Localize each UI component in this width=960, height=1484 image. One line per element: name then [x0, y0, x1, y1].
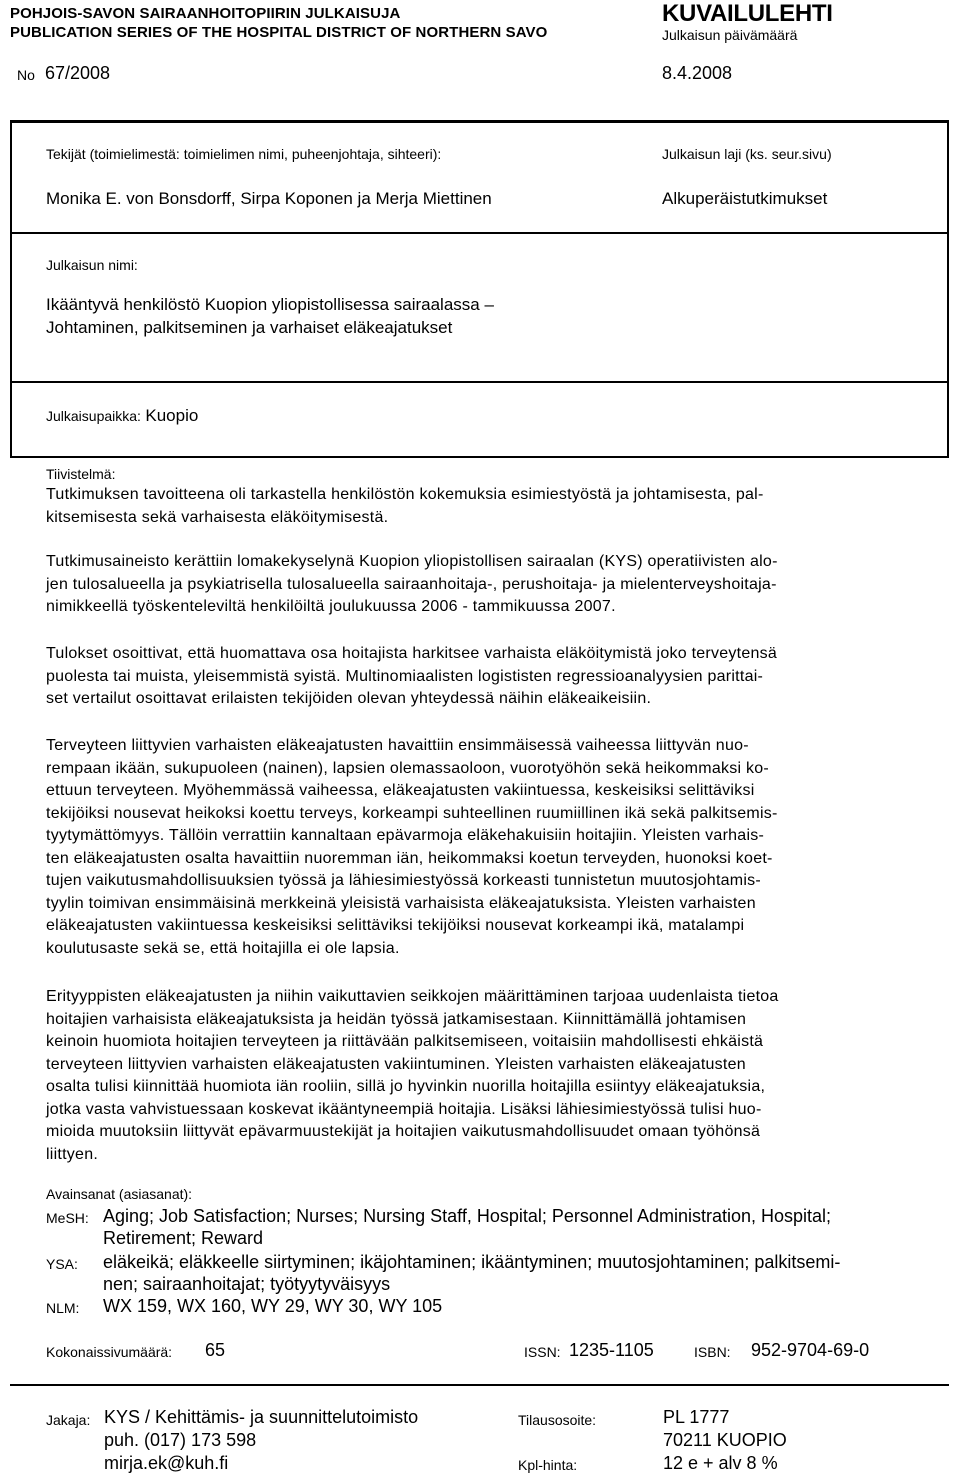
publication-place-label: Julkaisupaikka: — [46, 408, 141, 424]
abstract-paragraph-1 — [46, 484, 924, 529]
abstract-line: koulutusaste sekä se, että hoitajilla ei ole lapsia. — [46, 939, 400, 957]
abstract-paragraph-5 — [46, 986, 924, 1166]
abstract-paragraph-4 — [46, 735, 924, 960]
abstract-line: ettuun terveyteen. Myöhemmässä vaiheessa, eläkeajatusten vakiintuessa, keskeisiksi selittäviksi — [46, 782, 755, 799]
unit-price-value: 12 e + alv 8 % — [663, 1453, 778, 1473]
frame-right-border — [947, 120, 949, 458]
order-address-line-1: PL 1777 — [663, 1407, 730, 1427]
distributor-phone: puh. (017) 173 598 — [104, 1430, 257, 1450]
mesh-terms-line-1: Aging; Job Satisfaction; Nurses; Nursing Staff, Hospital; Personnel Administration, Hospital; — [103, 1206, 832, 1226]
distributor-email[interactable]: mirja.ek@kuh.fi — [104, 1453, 229, 1473]
authors-value: Monika E. von Bonsdorff, Sirpa Koponen ja Merja Miettinen — [46, 189, 492, 208]
abstract-line: kitsemisesta sekä varhaisesta eläköitymisestä. — [46, 508, 389, 526]
abstract-line: liittyen. — [46, 1145, 99, 1163]
authors-section-divider — [10, 232, 949, 234]
unit-price-label: Kpl-hinta: — [518, 1457, 578, 1473]
publication-date: 8.4.2008 — [662, 63, 733, 83]
order-address-label: Tilausosoite: — [518, 1412, 597, 1428]
abstract-line: terveyteen liittyvien varhaisten eläkeajatusten vakiintuminen. Yleisten varhaisten eläkeajatusten — [46, 1055, 746, 1073]
mesh-terms-line-2: Retirement; Reward — [103, 1228, 264, 1248]
series-name-en: PUBLICATION SERIES OF THE HOSPITAL DISTRICT OF NORTHERN SAVO — [10, 24, 548, 41]
abstract-line: eläkeajatusten vakiintuessa keskeisiksi selittäviksi tekijöiksi nousevat korkeampi ikä, matalampi — [46, 917, 745, 934]
issn-value: 1235-1105 — [569, 1340, 654, 1360]
frame-bottom-rule — [10, 456, 949, 458]
abstract-paragraph-3 — [46, 643, 924, 711]
abstract-line: osalta tulisi kiinnittää huomiota iän rooliin, sillä jo hyvinkin nuorilla hoitajilla esiintyy eläkeajatuksia, — [46, 1078, 766, 1095]
abstract-line: Terveyteen liittyvien varhaisten eläkeajatusten havaittiin ensimmäisessä vaiheessa liittyvän nuo- — [46, 737, 749, 754]
abstract-line: tyylin toimivan ensimmäisinä merkkeinä yleisistä varhaisista eläkeajatuksista. Yleisten varhaisten — [46, 894, 756, 912]
abstract-line: tujen vaikutusmahdollisuuksien työssä ja lähiesimiestyössä korkeasti tunnistetun muutosjohtamis- — [46, 872, 761, 889]
date-label: Julkaisun päivämäärä — [662, 27, 798, 43]
page-count-label: Kokonaissivumäärä: — [46, 1344, 173, 1360]
distributor-name: KYS / Kehittämis- ja suunnittelutoimisto — [104, 1407, 419, 1427]
abstract-line: jotka vasta vahvistuessaan koskevat ikääntyneempiä hoitajia. Lisäksi lähiesimiestyössä tulisi huo- — [46, 1100, 762, 1118]
abstract-line: hoitajien varhaisista eläkeajatuksista ja heidän työssä jatkamisestaan. Kiinnittämällä johtamisen — [46, 1010, 747, 1028]
issn-label: ISSN: — [524, 1344, 561, 1360]
isbn-label: ISBN: — [694, 1344, 731, 1360]
nlm-classes: WX 159, WX 160, WY 29, WY 30, WY 105 — [103, 1296, 443, 1316]
abstract-line: Tulokset osoittivat, että huomattava osa hoitajista harkitsee varhaista eläköitymistä joko terveytensä — [46, 645, 778, 662]
abstract-line: jen tulosalueella ja psykiatrisella tulosalueella sairaanhoitaja-, perushoitaja- ja mielenterveyshoitaja- — [46, 575, 777, 593]
series-name-fi: POHJOIS-SAVON SAIRAANHOITOPIIRIN JULKAISUJA — [10, 5, 401, 22]
mesh-label: MeSH: — [46, 1210, 89, 1226]
abstract-line: set vertailut osoittavat erilaisten tekijöiden olevan yhteydessä näihin eläkeaikeisiin. — [46, 690, 652, 707]
keywords-label: Avainsanat (asiasanat): — [46, 1186, 193, 1202]
abstract-label: Tiivistelmä: — [46, 466, 116, 482]
abstract-line: tekijöiksi nousevat heikoksi koettu terveys, korkeampi suhteellinen ruumiillinen ikä sekä palkitsemis- — [46, 804, 778, 822]
publication-type-value: Alkuperäistutkimukset — [662, 189, 828, 208]
abstract-line: Tutkimusaineisto kerättiin lomakekyselynä Kuopion yliopistollisen sairaalan (KYS) operatiivisten alo- — [46, 553, 778, 570]
publication-place — [46, 406, 198, 426]
publication-type-label: Julkaisun laji (ks. seur.sivu) — [662, 146, 832, 162]
abstract-line: Erityyppisten eläkeajatusten ja niihin vaikuttavien seikkojen määrittäminen tarjoaa uudenlaista tietoa — [46, 988, 779, 1005]
ysa-terms-line-2: nen; sairaanhoitajat; työtyytyväisyys — [103, 1274, 391, 1294]
publication-number: 67/2008 — [45, 63, 111, 83]
publication-title-line-1: Ikääntyvä henkilöstö Kuopion yliopistollisessa sairaalassa – — [46, 295, 494, 314]
abstract-line: Tutkimuksen tavoitteena oli tarkastella henkilöstön kokemuksia esimiestyöstä ja johtamisesta, pal- — [46, 486, 764, 503]
publication-place-value: Kuopio — [145, 406, 199, 425]
abstract-line: rempaan ikään, sukupuoleen (nainen), lapsien olemassaoloon, vuorotyöhön sekä heikommaksi ko- — [46, 759, 769, 777]
distributor-label: Jakaja: — [46, 1412, 91, 1428]
frame-top-rule — [10, 120, 949, 123]
ysa-terms-line-1: eläkeikä; eläkkeelle siirtyminen; ikäjohtaminen; ikääntyminen; muutosjohtaminen; palkitsemi- — [103, 1252, 841, 1272]
abstract-line: ten eläkeajatusten osalta havaittiin nuoremman iän, heikommaksi koetun terveyden, huonoksi koet- — [46, 849, 773, 867]
ysa-label: YSA: — [46, 1256, 78, 1272]
abstract-line: nimikkeellä työskenteleviltä henkilöiltä joulukuussa 2006 - tammikuussa 2007. — [46, 598, 616, 615]
publication-title-line-2: Johtaminen, palkitseminen ja varhaiset eläkeajatukset — [46, 318, 453, 337]
abstract-line: tyytymättömyys. Tällöin verrattiin kannaltaan epävarmoja eläkehakuisiin hoitajiin. Yleisten varhais- — [46, 827, 765, 844]
abstract-line: puolesta tai muista, yleisemmistä syistä. Multinomiaalisten logististen regressioanalyysien parittai- — [46, 667, 764, 685]
order-address-line-2: 70211 KUOPIO — [663, 1430, 787, 1450]
title-section-divider — [10, 381, 949, 383]
number-label: No — [17, 67, 35, 83]
isbn-value: 952-9704-69-0 — [751, 1340, 870, 1360]
nlm-label: NLM: — [46, 1300, 80, 1316]
abstract-paragraph-2 — [46, 551, 924, 619]
authors-label: Tekijät (toimielimestä: toimielimen nimi, puheenjohtaja, sihteeri): — [46, 146, 442, 162]
abstract-line: keinoin huomiota hoitajien terveyteen ja riittävään palkitsemiseen, voitaisiin mahdollisesti ehkäistä — [46, 1033, 764, 1050]
abstract-line: mioida muutoksiin liittyvät epävarmuustekijät ja hoitajien vaikutusmahdollisuudet omaan työhönsä — [46, 1123, 761, 1140]
frame-left-border — [10, 120, 12, 458]
form-title: KUVAILULEHTI — [662, 0, 833, 27]
page-count-value: 65 — [205, 1340, 226, 1360]
publication-title-label: Julkaisun nimi: — [46, 257, 138, 273]
distribution-divider — [10, 1384, 949, 1386]
